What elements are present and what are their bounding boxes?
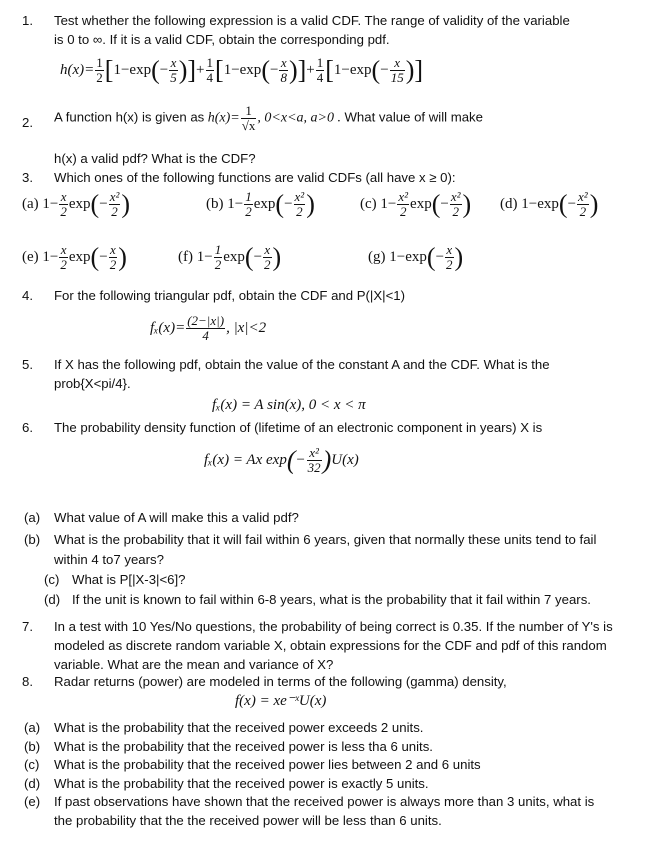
q3-option-c: (c) 1− $\frac{\text{x²}}{2}$ exp(− $\frac{\text{x²}}{2}$ ) — [360, 189, 472, 219]
q4-number: 4. — [22, 288, 33, 303]
q6-formula: fₓ(x) = Ax exp(− $\frac{\text{x²}}{32}$ )U(x) — [204, 445, 359, 475]
q8-part-label: (b) — [24, 738, 41, 754]
q3-option-e: (e) 1− $\frac{x}{2}$ exp(− $\frac{x}{2}$ ) — [22, 242, 127, 272]
q8-number: 8. — [22, 674, 33, 689]
q5-number: 5. — [22, 357, 33, 372]
q7-text-line: modeled as discrete random variable X, obtain expressions for the CDF and pdf of this random — [54, 638, 607, 653]
q8-part-text: If past observations have shown that the received power is always more than 3 units, what is — [54, 794, 595, 809]
q6-part-text: What is P[|X-3|<6]? — [72, 572, 186, 587]
q4-formula: fₓ(x)= $\frac{(2-|x|)}{4}$ , |x|<2 — [150, 313, 267, 343]
q8-part-label: (a) — [24, 720, 41, 735]
q6-part-text: What is the probability that it will fail within 6 years, given that normally these units tend to fail — [54, 532, 597, 547]
q7-text-line: variable. What are the mean and variance of X? — [54, 657, 334, 672]
q6-part-label: (c) — [44, 572, 60, 587]
q1-formula: h(x)= $\frac{1}{2}$ [1−exp(− $\frac{x}{5}$ )]+ $\frac{1}{4}$ [1−exp(− $\frac{x}{8}$ )]+ $\frac{1}{4}$ [1−exp(− $\frac{x}{15}$ )] — [60, 55, 424, 85]
q8-part-text: What is the probability that the received power lies between 2 and 6 units — [54, 757, 481, 772]
q3-option-b: (b) 1− $\frac{1}{2}$ exp(− $\frac{\text{x²}}{2}$ ) — [206, 189, 315, 219]
q3-option-a: (a) 1− $\frac{x}{2}$ exp(− $\frac{\text{x²}}{2}$ ) — [22, 189, 131, 219]
q1-text-line1: Test whether the following expression is a valid CDF. The range of validity of the variable — [54, 13, 570, 28]
q3-option-f: (f) 1− $\frac{1}{2}$ exp(− $\frac{x}{2}$ ) — [178, 242, 282, 272]
q3-text: Which ones of the following functions are valid CDFs (all have x ≥ 0): — [54, 170, 456, 185]
q3-option-g: (g) 1−exp(− $\frac{x}{2}$ ) — [368, 242, 464, 272]
q6-part-label: (b) — [24, 532, 41, 547]
q6-part-text: within 4 to7 years? — [54, 552, 164, 567]
q8-part-label: (d) — [24, 775, 41, 791]
q7-number: 7. — [22, 619, 33, 634]
q6-number: 6. — [22, 420, 33, 435]
q6-text: The probability density function of (lifetime of an electronic component in years) X is — [54, 420, 543, 435]
q8-part-label: (e) — [24, 794, 41, 809]
q8-formula: f(x) = xe⁻ˣU(x) — [235, 693, 327, 709]
q5-text-line2: prob{X<pi/4}. — [54, 376, 131, 391]
q8-text: Radar returns (power) are modeled in terms of the following (gamma) density, — [54, 674, 507, 689]
q8-part-label: (c) — [24, 757, 40, 772]
q8-part-text: What is the probability that the received power exceeds 2 units. — [54, 720, 424, 735]
q8-part-text: What is the probability that the received power is exactly 5 units. — [54, 775, 429, 791]
q8-part-text: What is the probability that the received power is less tha 6 units. — [54, 738, 433, 754]
q1-number: 1. — [22, 13, 33, 28]
q5-formula: fₓ(x) = A sin(x), 0 < x < π — [212, 397, 366, 413]
q4-text: For the following triangular pdf, obtain the CDF and P(|X|<1) — [54, 288, 406, 303]
q8-part-text: the probability that the the received power will be less than 6 units. — [54, 812, 442, 828]
q6-part-text: If the unit is known to fail within 6-8 years, what is the probability that it fail within 7 years. — [72, 592, 591, 607]
q2-number: 2. — [22, 115, 33, 130]
q2-text-line2: h(x) a valid pdf? What is the CDF? — [54, 151, 256, 166]
q5-text-line1: If X has the following pdf, obtain the value of the constant A and the CDF. What is the — [54, 357, 550, 372]
q6-part-label: (a) — [24, 510, 41, 525]
q6-part-text: What value of A will make this a valid pdf? — [54, 510, 299, 525]
q3-option-d: (d) 1−exp(− $\frac{\text{x²}}{2}$ ) — [500, 189, 599, 219]
q7-text-line: In a test with 10 Yes/No questions, the probability of being correct is 0.35. If the number of Y's is — [54, 619, 613, 634]
q3-number: 3. — [22, 170, 33, 185]
q1-text-line2: is 0 to ∞. If it is a valid CDF, obtain the corresponding pdf. — [54, 32, 390, 47]
q6-part-label: (d) — [44, 592, 61, 607]
q2-formula-line: A function h(x) is given as h(x)= $\frac{1}{√x}$ , 0<x<a, a>0 . What value of will make — [54, 103, 483, 133]
